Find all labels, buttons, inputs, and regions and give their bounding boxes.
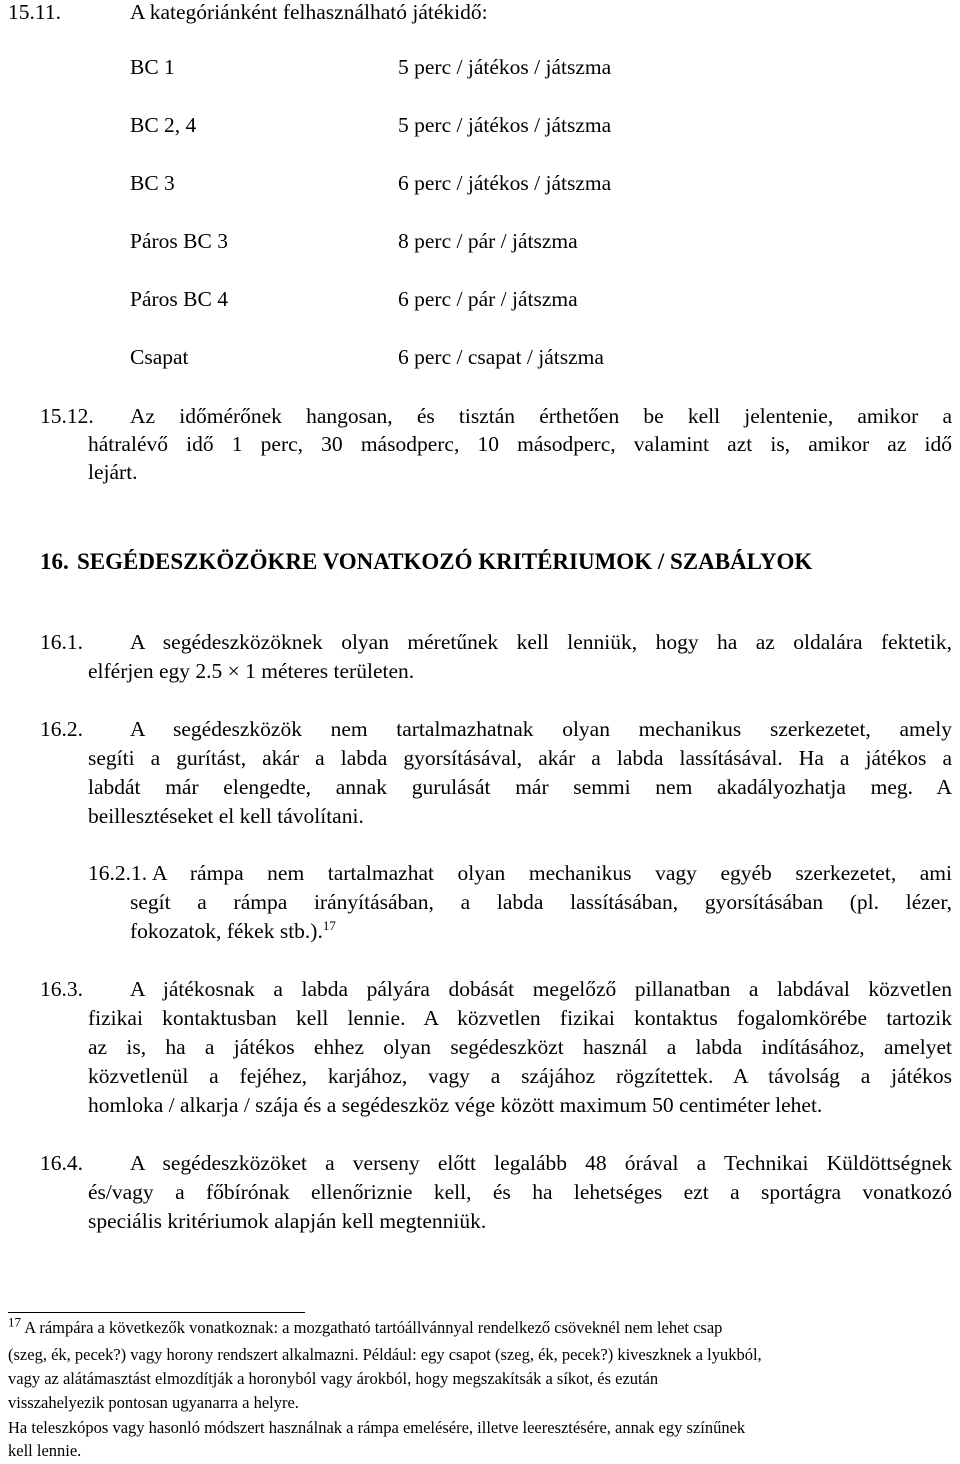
table-row-time: 8 perc / pár / játszma: [398, 229, 578, 253]
paragraph-line: [130, 919, 336, 944]
section-15-12-number: 15.12.: [40, 404, 94, 428]
table-row-time: 6 perc / játékos / játszma: [398, 171, 612, 195]
paragraph-line: fizikai kontaktusban kell lennie. A közvetlen fizikai kontaktus fogalomkörébe tartozik: [88, 1006, 952, 1030]
paragraph-line: hátralévő idő 1 perc, 30 másodperc, 10 másodperc, valamint azt is, amikor az idő: [88, 432, 952, 456]
footnote-line: kell lennie.: [8, 1441, 82, 1460]
paragraph-line: A segédeszközöknek olyan méretűnek kell lenniük, hogy ha az oldalára fektetik,: [130, 630, 952, 654]
table-row-category: Páros BC 4: [130, 287, 228, 311]
table-row-category: BC 3: [130, 171, 175, 195]
footnote-line: [8, 1314, 723, 1338]
paragraph-line: beillesztéseket el kell távolítani.: [88, 804, 364, 828]
paragraph-line: segíti a gurítást, akár a labda gyorsításával, akár a labda lassításával. Ha a játékos a: [88, 746, 952, 770]
table-row-category: Csapat: [130, 345, 189, 369]
table-row-category: Páros BC 3: [130, 229, 228, 253]
footnote-line: Ha teleszkópos vagy hasonló módszert használnak a rámpa emelésére, illetve leeresztésére, annak egy színűnek: [8, 1418, 746, 1437]
paragraph-line: elférjen egy 2.5 × 1 méteres területen.: [88, 659, 415, 683]
section-16-3-number: 16.3.: [40, 977, 83, 1001]
table-row-time: 6 perc / pár / játszma: [398, 287, 578, 311]
paragraph-line: közvetlenül a fejéhez, karjához, vagy a szájához rögzítettek. A távolság a játékos: [88, 1064, 952, 1088]
table-row-time: 5 perc / játékos / játszma: [398, 55, 612, 79]
table-row-time: 5 perc / játékos / játszma: [398, 113, 612, 137]
paragraph-line: A segédeszközöket a verseny előtt legalább 48 órával a Technikai Küldöttségnek: [130, 1151, 952, 1175]
paragraph-line: A segédeszközök nem tartalmazhatnak olyan mechanikus szerkezetet, amely: [130, 717, 952, 741]
paragraph-line: speciális kritériumok alapján kell megtenniük.: [88, 1209, 487, 1233]
paragraph-line: segít a rámpa irányításában, a labda lassításában, gyorsításában (pl. lézer,: [130, 890, 952, 914]
table-row-time: 6 perc / csapat / játszma: [398, 345, 604, 369]
footnote-text: A rámpára a következők vonatkoznak: a mozgatható tartóállvánnyal rendelkező csöveknél nem lehet csap: [24, 1318, 723, 1337]
section-16-4-number: 16.4.: [40, 1151, 83, 1175]
paragraph-line-text: fokozatok, fékek stb.).: [130, 919, 323, 943]
section-15-11-heading: A kategóriánként felhasználható játékidő:: [130, 0, 488, 24]
footnote-line: (szeg, ék, pecek?) vagy horony rendszert alkalmazni. Például: egy csapot (szeg, ék, pecek?) kiveszknek a lyukból,: [8, 1345, 762, 1364]
table-row-category: BC 1: [130, 55, 175, 79]
paragraph-line: A játékosnak a labda pályára dobását megelőző pillanatban a labdával közvetlen: [130, 977, 952, 1001]
section-15-11-number: 15.11.: [8, 0, 61, 24]
section-16-title: SEGÉDESZKÖZÖKRE VONATKOZÓ KRITÉRIUMOK / SZABÁLYOK: [77, 549, 813, 574]
section-16-1-number: 16.1.: [40, 630, 83, 654]
section-16-number: 16.: [40, 549, 69, 574]
paragraph-line: az is, ha a játékos ehhez olyan segédeszközt használ a labda indításához, amelyet: [88, 1035, 952, 1059]
footnote-reference[interactable]: 17: [322, 917, 336, 933]
paragraph-line: labdát már elengedte, annak gurulását már semmi nem akadályozhatja meg. A: [88, 775, 952, 799]
section-16-2-1-number: 16.2.1.: [88, 861, 148, 885]
paragraph-line: Az időmérőnek hangosan, és tisztán érthetően be kell jelentenie, amikor a: [130, 404, 952, 428]
paragraph-line: lejárt.: [88, 460, 138, 484]
footnote-line: vagy az alátámasztást elmozdítják a horonyból vagy árokból, hogy megszakítsák a síkot, és ezután: [8, 1369, 659, 1388]
paragraph-line: és/vagy a főbírónak ellenőriznie kell, és ha lehetséges ezt a sportágra vonatkozó: [88, 1180, 952, 1204]
paragraph-line: A rámpa nem tartalmazhat olyan mechanikus vagy egyéb szerkezetet, ami: [152, 861, 952, 885]
table-row-category: BC 2, 4: [130, 113, 197, 137]
paragraph-line: homloka / alkarja / szája és a segédeszköz vége között maximum 50 centiméter lehet.: [88, 1093, 823, 1117]
footnote-separator: [8, 1312, 305, 1313]
footnote-line: visszahelyezik pontosan ugyanarra a helyre.: [8, 1393, 299, 1412]
section-16-2-number: 16.2.: [40, 717, 83, 741]
footnote-number: 17: [8, 1314, 21, 1330]
